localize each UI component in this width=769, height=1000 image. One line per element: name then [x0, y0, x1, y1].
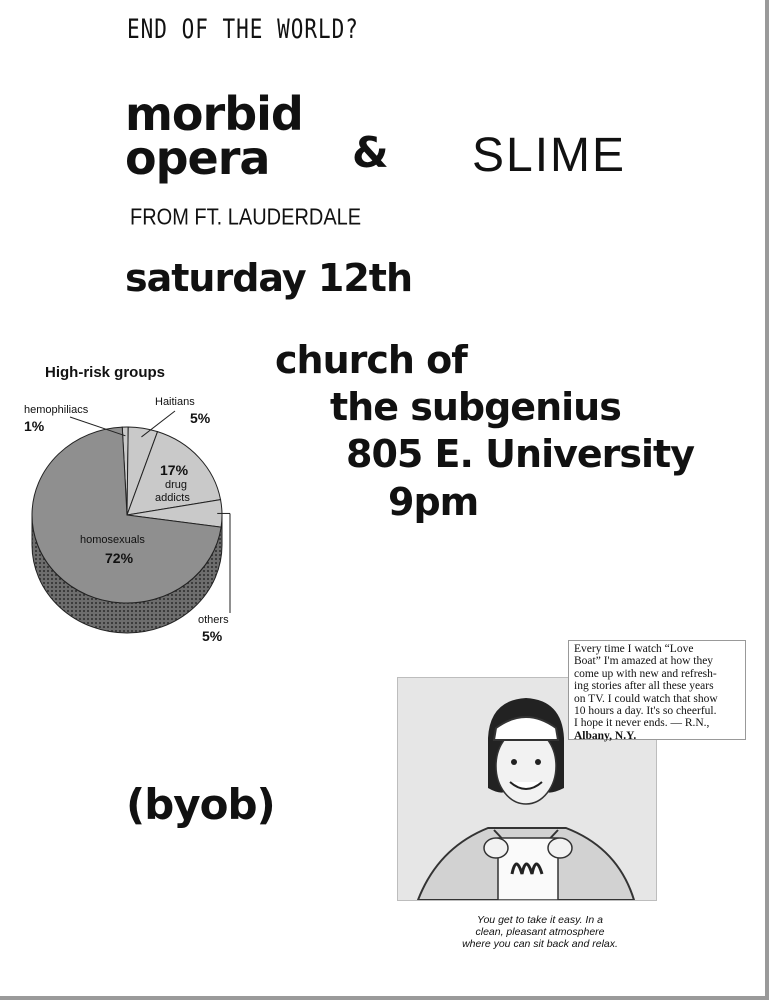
quote-clipping: [568, 640, 746, 740]
caption-line: where you can sit back and relax.: [462, 938, 618, 950]
slice-label-haitians: Haitians: [155, 396, 195, 408]
caption-line: clean, pleasant atmosphere: [475, 926, 605, 938]
slice-label-drug-addicts-1: drug: [165, 479, 188, 491]
quote-line: 10 hours a day. It's so cheerful.: [574, 705, 717, 718]
event-date: saturday 12th: [125, 256, 412, 300]
band-slime: SLIME: [472, 129, 627, 182]
venue-line-2: the subgenius: [330, 385, 621, 429]
chart-title: High-risk groups: [45, 364, 166, 381]
slice-value-haitians: 5%: [190, 410, 211, 426]
ampersand: &: [352, 128, 389, 177]
caption-line: You get to take it easy. In a: [477, 914, 603, 926]
slice-value-hemophiliacs: 1%: [24, 418, 45, 434]
slice-label-homosexuals: homosexuals: [80, 534, 145, 546]
slice-label-drug-addicts-2: addicts: [155, 492, 190, 504]
band-morbid-opera: [125, 87, 303, 185]
ad-caption: [440, 914, 640, 950]
quote-line: on TV. I could watch that show: [574, 692, 718, 705]
pie-chart-clipping: [10, 345, 250, 650]
pie-chart: [10, 345, 250, 650]
event-time: 9pm: [388, 480, 479, 524]
slice-label-others: others: [198, 614, 229, 626]
quote-line: Albany, N.Y.: [574, 729, 637, 742]
slice-value-others: 5%: [202, 628, 223, 644]
slice-label-hemophiliacs: hemophiliacs: [24, 404, 89, 416]
quote-line: I hope it never ends. — R.N.,: [574, 717, 710, 730]
band-name-line-1: morbid: [125, 87, 303, 141]
byob-note: (byob): [126, 780, 275, 829]
quote-line: Boat” I'm amazed at how they: [574, 655, 714, 668]
band-name-line-2: opera: [125, 131, 270, 185]
quote-line: ing stories after all these years: [574, 680, 714, 693]
tagline: END OF THE WORLD?: [127, 14, 359, 44]
slice-value-homosexuals: 72%: [105, 550, 134, 566]
band-origin: FROM FT. LAUDERDALE: [130, 205, 362, 231]
venue-line-1: church of: [275, 338, 467, 382]
slice-value-drug-addicts: 17%: [160, 462, 189, 478]
venue-address: 805 E. University: [346, 432, 694, 476]
quote-line: Every time I watch “Love: [574, 643, 694, 655]
quote-line: come up with new and refresh-: [574, 667, 717, 680]
